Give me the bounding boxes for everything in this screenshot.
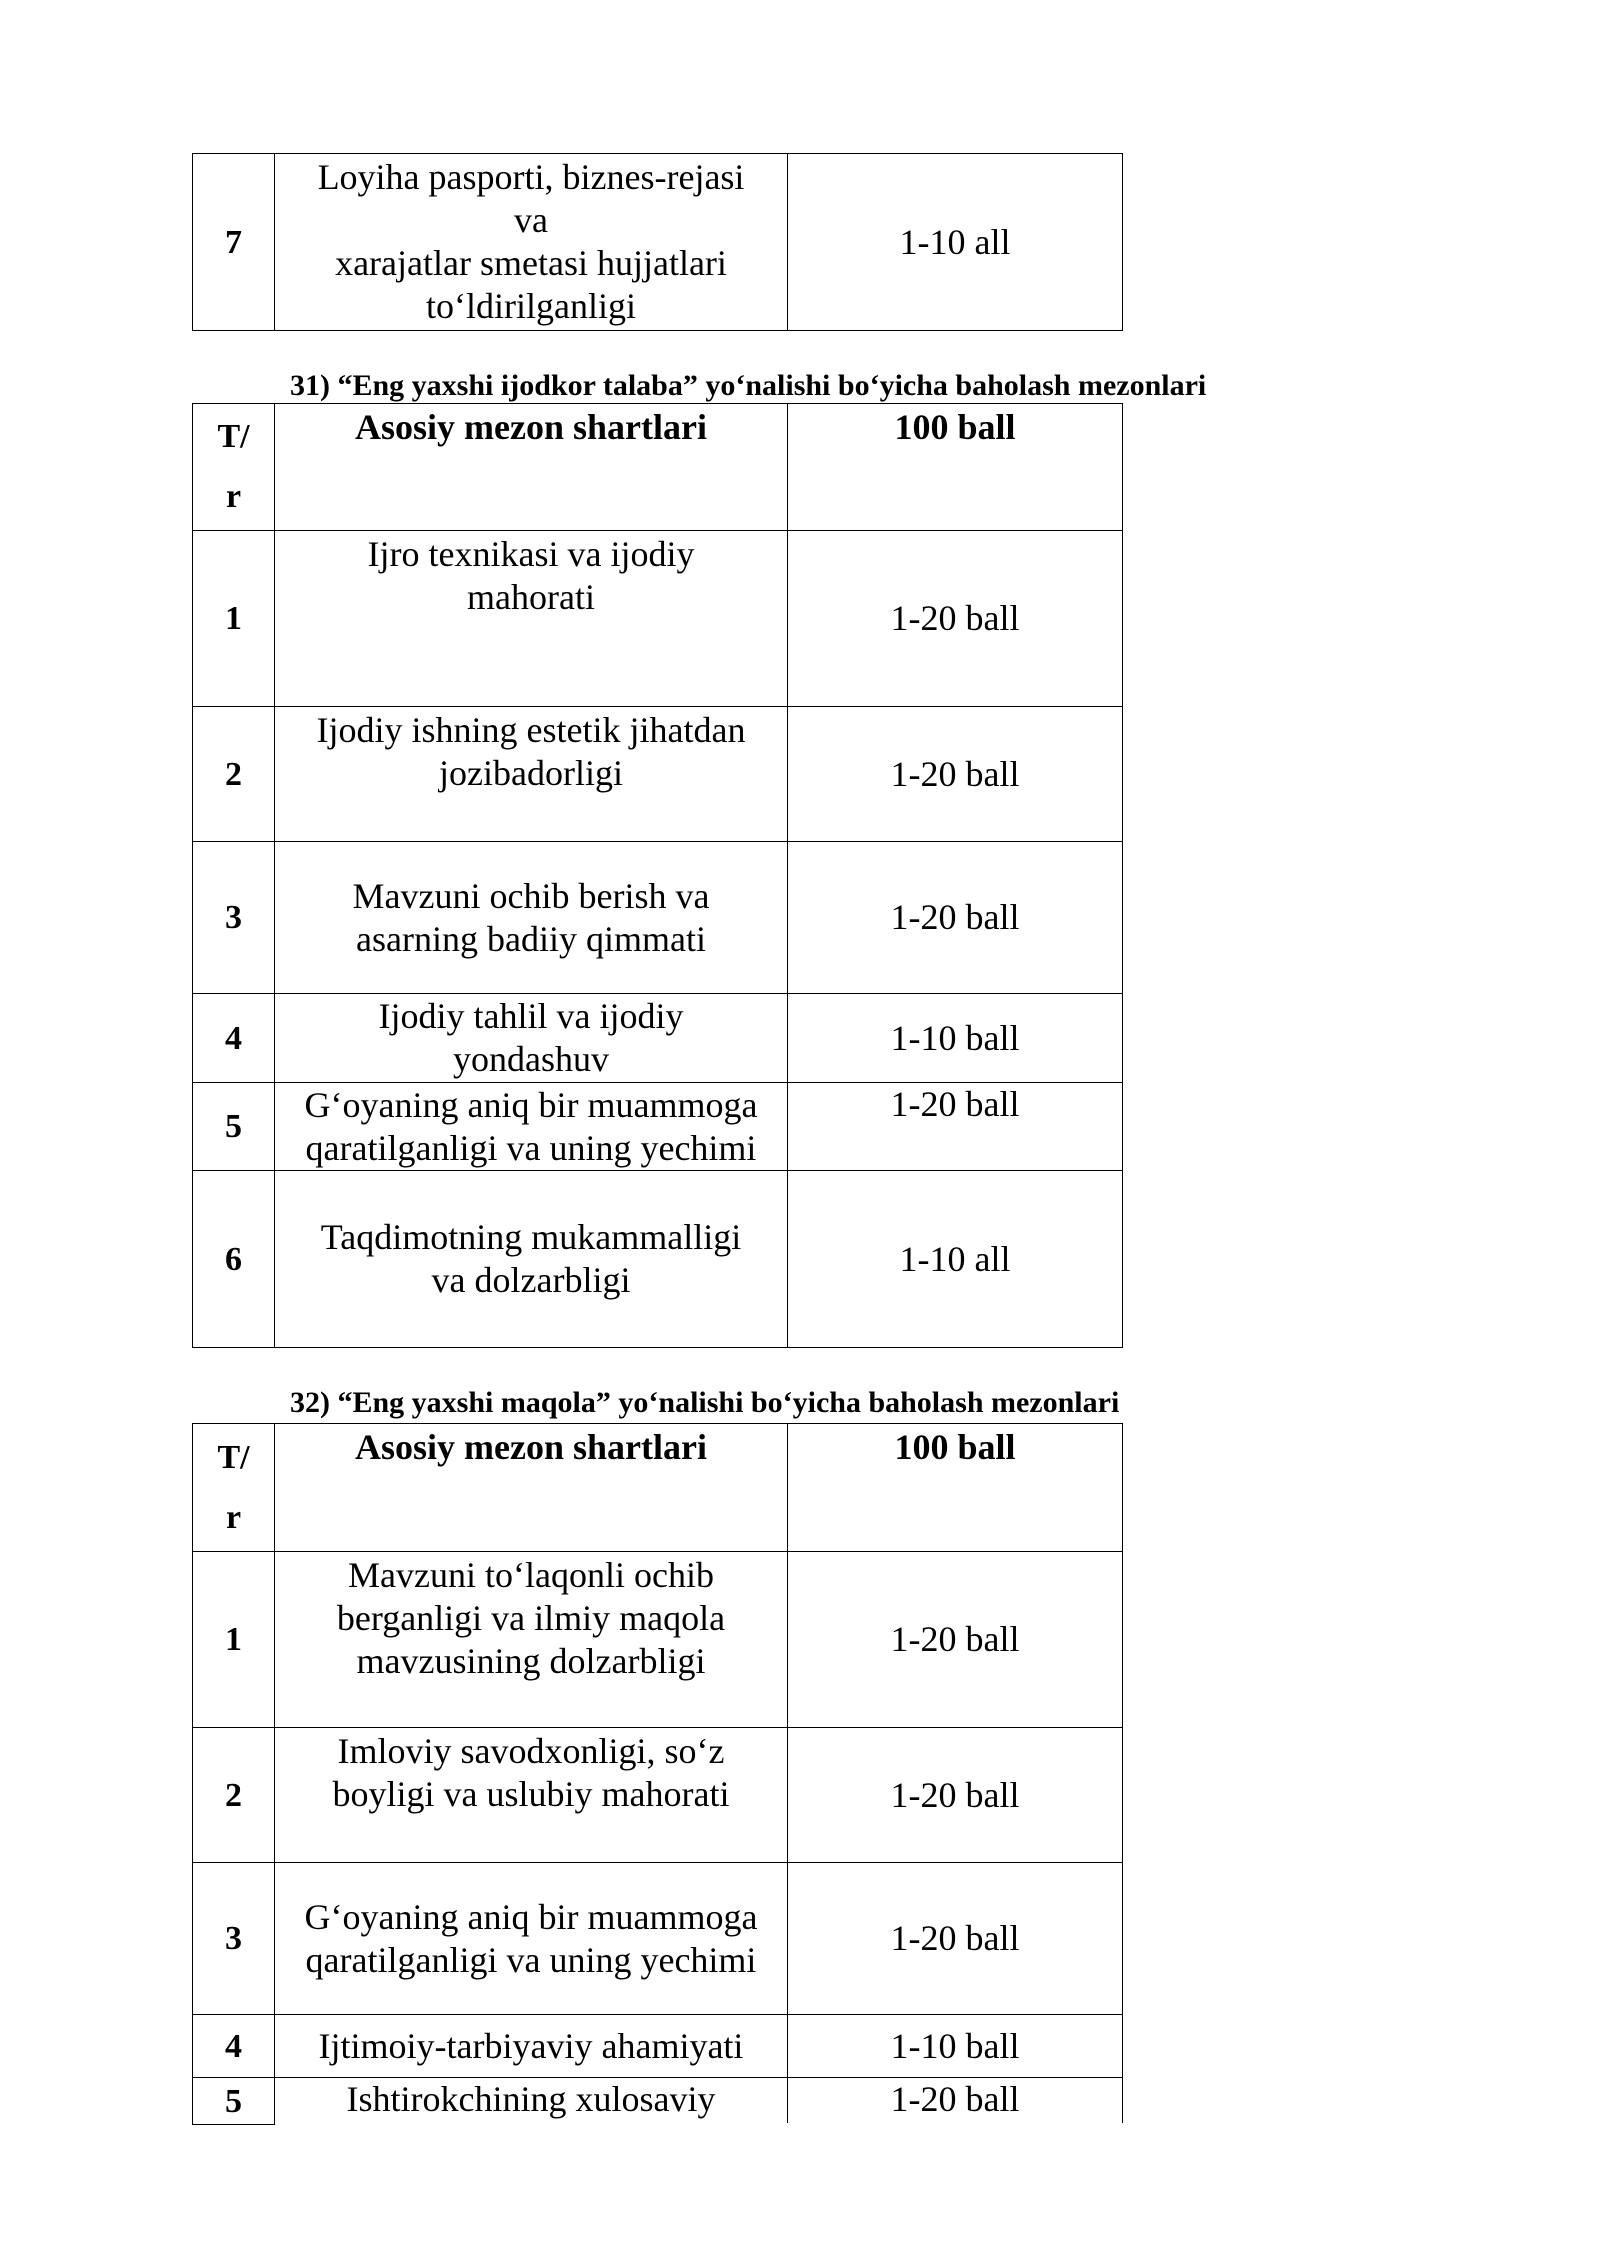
header-score: 100 ball: [787, 403, 1123, 531]
header-number-line1: T/: [217, 1438, 250, 1476]
score-cell: 1-20 ball: [787, 1082, 1123, 1171]
score-cell: 1-10 ball: [787, 993, 1123, 1083]
row-number: 1: [192, 530, 275, 707]
score-cell: 1-20 ball: [787, 1551, 1123, 1728]
row-number: 3: [192, 841, 275, 994]
header-criterion: Asosiy mezon shartlari: [274, 1423, 788, 1552]
criterion-cell: Imloviy savodxonligi, so‘z boyligi va uslubiy mahorati: [274, 1727, 788, 1863]
score-cell: 1-10 all: [787, 153, 1123, 331]
row-number: 1: [192, 1551, 275, 1728]
row-number: 5: [192, 1082, 275, 1171]
score-cell: 1-20 ball: [787, 530, 1123, 707]
header-score: 100 ball: [787, 1423, 1123, 1552]
header-number-line2: r: [225, 1498, 242, 1536]
score-cell: 1-20 ball: [787, 2077, 1123, 2123]
criterion-cell: Loyiha pasporti, biznes-rejasi va xarajatlar smetasi hujjatlari to‘ldirilganligi: [274, 153, 788, 331]
header-number: [192, 1423, 275, 1552]
score-cell: 1-20 ball: [787, 841, 1123, 994]
score-cell: 1-20 ball: [787, 706, 1123, 842]
row-number: 4: [192, 993, 275, 1083]
score-cell: 1-10 all: [787, 1170, 1123, 1348]
row-number: 2: [192, 706, 275, 842]
row-number: 5: [192, 2077, 275, 2125]
header-number-line1: T/: [217, 418, 250, 455]
section-32-caption: 32) “Eng yaxshi maqola” yo‘nalishi bo‘yicha baholash mezonlari: [290, 1386, 1120, 1419]
criterion-cell: Mavzuni ochib berish va asarning badiiy qimmati: [274, 841, 788, 994]
criterion-cell: Ishtirokchining xulosaviy: [274, 2077, 788, 2123]
score-cell: 1-10 ball: [787, 2014, 1123, 2078]
criterion-cell: G‘oyaning aniq bir muammoga qaratilganligi va uning yechimi: [274, 1082, 788, 1171]
row-number: 2: [192, 1727, 275, 1863]
row-number: 4: [192, 2014, 275, 2078]
criterion-cell: Ijro texnikasi va ijodiy mahorati: [274, 530, 788, 707]
row-number: 3: [192, 1862, 275, 2015]
section-31-caption: 31) “Eng yaxshi ijodkor talaba” yo‘nalishi bo‘yicha baholash mezonlari: [290, 369, 1207, 402]
score-cell: 1-20 ball: [787, 1862, 1123, 2015]
criterion-cell: G‘oyaning aniq bir muammoga qaratilganligi va uning yechimi: [274, 1862, 788, 2015]
criterion-cell: Ijodiy tahlil va ijodiy yondashuv: [274, 993, 788, 1083]
criterion-cell: Taqdimotning mukammalligi va dolzarbligi: [274, 1170, 788, 1348]
score-cell: 1-20 ball: [787, 1727, 1123, 1863]
row-number: 7: [192, 153, 275, 331]
criterion-cell: Mavzuni to‘laqonli ochib berganligi va ilmiy maqola mavzusining dolzarbligi: [274, 1551, 788, 1728]
criterion-cell: Ijtimoiy-tarbiyaviy ahamiyati: [274, 2014, 788, 2078]
header-criterion: Asosiy mezon shartlari: [274, 403, 788, 531]
criterion-cell: Ijodiy ishning estetik jihatdan jozibadorligi: [274, 706, 788, 842]
row-number: 6: [192, 1170, 275, 1348]
header-number-line2: r: [225, 478, 242, 515]
header-number: [192, 403, 275, 531]
